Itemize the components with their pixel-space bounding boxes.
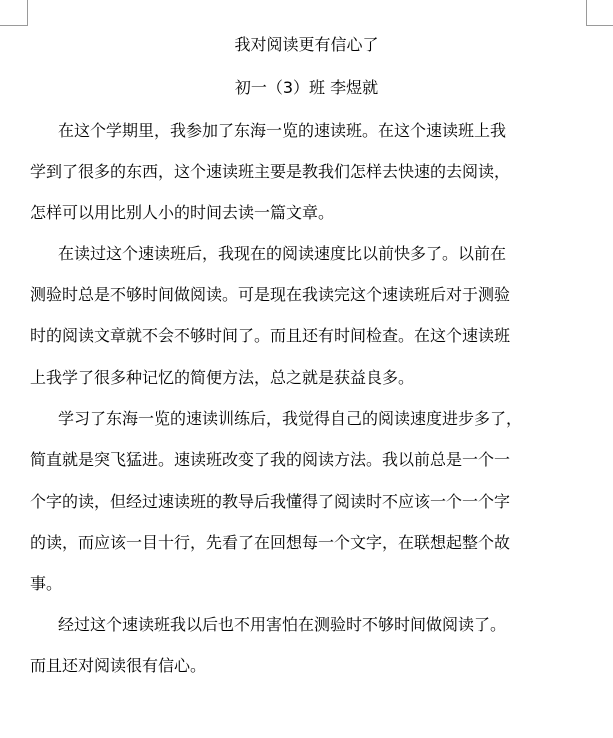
paragraph-1-line-3: 怎样可以用比别人小的时间去读一篇文章。: [30, 203, 335, 222]
paragraph-1-line-2: 学到了很多的东西，这个速读班主要是教我们怎样去快速的去阅读，: [30, 162, 511, 181]
paragraph-2-line-2: 测验时总是不够时间做阅读。可是现在我读完这个速读班后对于测验: [30, 285, 511, 304]
paragraph-3-line-1: 学习了东海一览的速读训练后，我觉得自己的阅读速度进步多了，: [58, 409, 523, 428]
author-byline: 初一（3）班 李煜就: [234, 78, 379, 97]
paragraph-4-line-1: 经过这个速读班我以后也不用害怕在测验时不够时间做阅读了。: [58, 615, 507, 634]
paragraph-3-line-3: 个字的读，但经过速读班的教导后我懂得了阅读时不应该一个一个字: [30, 492, 511, 511]
crop-mark-top-left-horizontal: [0, 25, 28, 26]
paragraph-2-line-4: 上我学了很多种记忆的简便方法，总之就是获益良多。: [30, 368, 415, 387]
paragraph-3-line-5: 事。: [30, 574, 63, 593]
paragraph-4-line-2: 而且还对阅读很有信心。: [30, 656, 207, 675]
crop-mark-top-right-vertical: [586, 0, 587, 26]
paragraph-2-line-3: 时的阅读文章就不会不够时间了。而且还有时间检查。在这个速读班: [30, 326, 511, 345]
paragraph-1-line-1: 在这个学期里，我参加了东海一览的速读班。在这个速读班上我: [58, 121, 507, 140]
paragraph-2-line-1: 在读过这个速读班后，我现在的阅读速度比以前快多了。以前在: [58, 244, 507, 263]
document-title: 我对阅读更有信心了: [234, 35, 379, 54]
crop-mark-top-right-horizontal: [586, 25, 613, 26]
paragraph-3-line-2: 简直就是突飞猛进。速读班改变了我的阅读方法。我以前总是一个一: [30, 450, 511, 469]
paragraph-3-line-4: 的读，而应该一目十行，先看了在回想每一个文字，在联想起整个故: [30, 533, 511, 552]
crop-mark-top-left-vertical: [27, 0, 28, 26]
